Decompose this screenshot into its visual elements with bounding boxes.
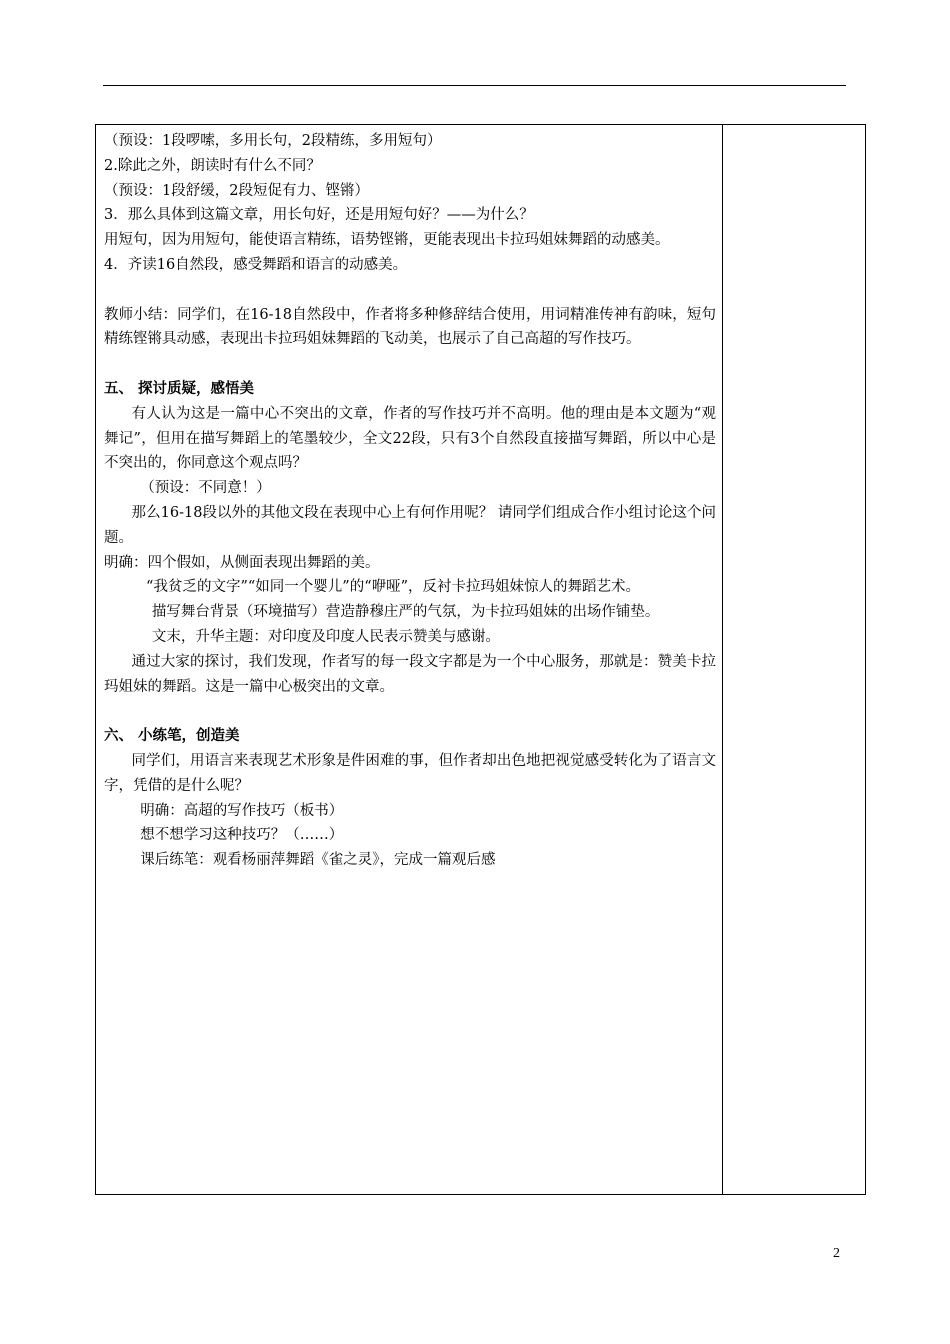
paragraph: 4．齐读16自然段，感受舞蹈和语言的动感美。 xyxy=(104,256,408,273)
paragraph: 那么16-18段以外的其他文段在表现中心上有何作用呢？ 请同学们组成合作小组讨论这个问题。 xyxy=(104,504,716,546)
page-number: 2 xyxy=(833,1246,840,1261)
section-heading: 五、 探讨质疑，感悟美 xyxy=(104,379,255,397)
paragraph: 2.除此之外，朗读时有什么不同？ xyxy=(104,157,321,174)
paragraph: 教师小结：同学们，在16-18自然段中，作者将多种修辞结合使用，用词精准传神有韵味，短句精练铿锵具动感，表现出卡拉玛姐妹舞蹈的飞动美，也展示了自己高超的写作技巧。 xyxy=(104,306,716,348)
paragraph: 通过大家的探讨，我们发现，作者写的每一段文字都是为一个中心服务，那就是：赞美卡拉玛姐妹的舞蹈。这是一篇中心极突出的文章。 xyxy=(104,653,716,695)
paragraph: 明确：四个假如，从侧面表现出舞蹈的美。 xyxy=(104,554,380,571)
paragraph: 用短句，因为用短句，能使语言精练，语势铿锵，更能表现出卡拉玛姐妹舞蹈的动感美。 xyxy=(104,232,670,249)
blank-line xyxy=(104,699,716,724)
paragraph: 同学们，用语言来表现艺术形象是件困难的事，但作者却出色地把视觉感受转化为了语言文字，凭借的是什么呢？ xyxy=(104,752,716,794)
paragraph: （预设：不同意！） xyxy=(140,480,271,497)
paragraph: （预设：1段啰嗦，多用长句，2段精练，多用短句） xyxy=(104,133,442,149)
paragraph: 有人认为这是一篇中心不突出的文章，作者的写作技巧并不高明。他的理由是本文题为“观舞记”，但用在描写舞蹈上的笔墨较少，全文22段，只有3个自然段直接描写舞蹈，所以中心是不突出的，你同意这个观点吗？ xyxy=(104,405,716,472)
paragraph: 描写舞台背景（环境描写）营造静穆庄严的气氛，为卡拉玛姐妹的出场作铺垫。 xyxy=(151,604,660,621)
paragraph: （预设：1段舒缓，2段短促有力、铿锵） xyxy=(104,182,369,199)
paragraph: 明确：高超的写作技巧（板书） xyxy=(140,802,344,819)
section-heading: 六、 小练笔，创造美 xyxy=(104,727,240,745)
blank-line xyxy=(104,278,716,303)
header-rule xyxy=(103,85,846,86)
paragraph: 课后练笔：观看杨丽萍舞蹈《雀之灵》，完成一篇观后感 xyxy=(140,852,496,869)
blank-line xyxy=(104,352,716,377)
paragraph: 文末，升华主题：对印度及印度人民表示赞美与感谢。 xyxy=(151,628,500,645)
paragraph: “我贫乏的文字”“如同一个婴儿”的“咿哑”，反衬卡拉玛姐妹惊人的舞蹈艺术。 xyxy=(146,579,641,596)
paragraph: 3．那么具体到这篇文章，用长句好，还是用短句好？——为什么？ xyxy=(104,207,534,224)
notes-column-cell xyxy=(723,125,865,1194)
lesson-table xyxy=(95,124,866,1195)
paragraph: 想不想学习这种技巧？（……） xyxy=(140,827,344,844)
lesson-content-cell xyxy=(104,129,716,873)
